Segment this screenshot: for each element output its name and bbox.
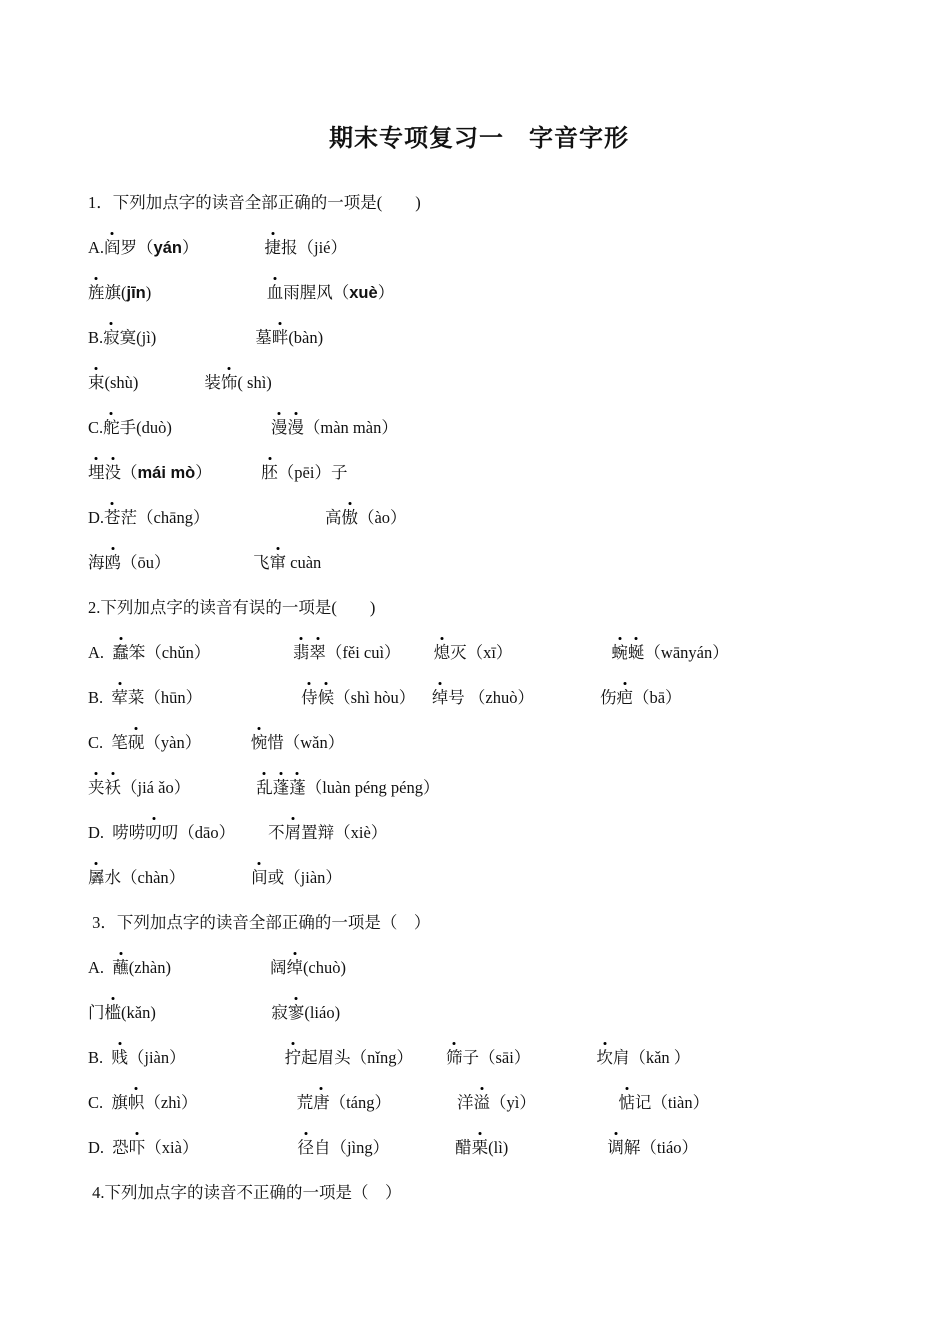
dotted-char: 夹	[88, 778, 105, 797]
dotted-char: 鸥	[104, 553, 121, 572]
dotted-char: 胚	[261, 463, 278, 482]
text-run: 罗（	[120, 238, 154, 257]
text-run: yán	[153, 239, 182, 257]
text-run: 解（tiáo）	[623, 1138, 699, 1157]
dotted-char: 束	[88, 373, 105, 392]
text-run: 旗(	[104, 283, 127, 302]
dotted-char: 蓬	[272, 778, 290, 797]
text-run: (lì)	[488, 1138, 509, 1157]
dotted-char: 血	[266, 283, 284, 302]
dotted-char: 寥	[287, 1003, 305, 1022]
text-run: B.	[88, 328, 104, 347]
dotted-char: 饰	[220, 373, 238, 392]
text-run: （ōu）	[121, 553, 171, 572]
dotted-char: 吓	[128, 1138, 146, 1157]
question-1-option-line-1	[88, 239, 870, 257]
dotted-char: 帜	[127, 1093, 145, 1112]
text-run: （	[121, 463, 138, 482]
text-run: 海	[88, 553, 105, 572]
text-run: xuè	[349, 284, 378, 302]
dotted-char: 旌	[88, 283, 105, 302]
dotted-char: 寂	[103, 328, 120, 347]
question-3-prompt: 3．下列加点字的读音全部正确的一项是（ ）	[88, 913, 431, 932]
dotted-char: 蓬	[289, 778, 306, 797]
dotted-char: 蜿	[611, 643, 628, 662]
text-run: 装	[204, 373, 221, 392]
text-run: cuàn	[286, 553, 322, 572]
text-run: （wānyán）	[644, 643, 729, 662]
dotted-char: 蠢	[112, 643, 129, 662]
dotted-char: 傲	[341, 508, 358, 527]
text-run: 号 （zhuò）	[448, 688, 534, 707]
text-run: 伤	[599, 688, 617, 707]
text-run: 寂	[271, 1003, 288, 1022]
text-run: （xià）	[145, 1138, 199, 1157]
question-1-option-line-4	[88, 374, 870, 392]
question-1-option-line-6	[88, 464, 870, 482]
dotted-char: 坎	[596, 1048, 613, 1067]
text-run: A.	[88, 958, 113, 977]
text-run: 不	[268, 823, 285, 842]
dotted-char: 砚	[127, 733, 145, 752]
dotted-char: 筛	[445, 1048, 463, 1067]
text-run: 飞	[253, 553, 270, 572]
text-run: （zhì）	[144, 1093, 198, 1112]
dotted-char: 候	[317, 688, 335, 707]
text-run: 自（jìng）	[313, 1138, 390, 1157]
text-run: 灭（xī）	[450, 643, 513, 662]
text-run: (bàn)	[288, 328, 324, 347]
text-run: 阔	[269, 958, 287, 977]
question-3-option-line-5	[88, 1139, 870, 1157]
dotted-char: 拧	[284, 1048, 302, 1067]
question-3-option-line-2	[88, 1004, 870, 1022]
question-2-prompt: 2.下列加点字的读音有误的一项是( )	[88, 598, 376, 617]
text-run: （ào）	[357, 508, 407, 527]
dotted-char: 埋	[88, 463, 105, 482]
question-2-option-line-5	[88, 824, 870, 842]
text-run: D.	[88, 508, 105, 527]
text-run: （yì）	[489, 1093, 536, 1112]
text-run: 子（sāi）	[462, 1048, 531, 1067]
text-run: （jiá ǎo）	[121, 778, 191, 797]
text-run: 菜（hūn）	[127, 688, 203, 707]
page-title: 期末专项复习一 字音字形	[329, 126, 629, 152]
text-run: (shù)	[104, 373, 139, 392]
dotted-char: 叨	[145, 823, 162, 842]
text-run: ）	[195, 463, 212, 482]
dotted-char: 漫	[270, 418, 288, 437]
question-2-option-line-4	[88, 779, 870, 797]
text-run: 起眉头（nǐng）	[301, 1048, 413, 1067]
text-run: 雨腥风（	[283, 283, 350, 302]
text-run: 恐	[112, 1138, 129, 1157]
dotted-char: 惦	[618, 1093, 635, 1112]
question-1-option-line-5	[88, 419, 870, 437]
text-run: B.	[88, 1048, 112, 1067]
text-run: C.	[88, 418, 104, 437]
text-run: （jiàn）	[127, 1048, 186, 1067]
dotted-char: 调	[607, 1138, 624, 1157]
text-run: 洋	[456, 1093, 474, 1112]
text-run: D.	[88, 823, 113, 842]
question-1-option-line-8	[88, 554, 870, 572]
question-2-option-line-6	[88, 869, 870, 887]
text-run: A.	[88, 643, 113, 662]
text-run: 置辩（xiè）	[301, 823, 388, 842]
text-run: 高	[324, 508, 342, 527]
dotted-char: 畔	[271, 328, 289, 347]
dotted-char: 贱	[111, 1048, 128, 1067]
dotted-char: 槛	[104, 1003, 121, 1022]
dotted-char: 唐	[313, 1093, 330, 1112]
questions-container	[88, 194, 870, 1202]
text-run: 或（jiàn）	[267, 868, 342, 887]
question-2-option-line-3	[88, 734, 870, 752]
dotted-char: 翡	[292, 643, 310, 662]
text-run: （yàn）	[144, 733, 202, 752]
question-3-option-line-4	[88, 1094, 870, 1112]
text-run: C.	[88, 1093, 112, 1112]
dotted-char: 屑	[284, 823, 302, 842]
text-run: 寞(jì)	[119, 328, 157, 347]
text-run: (kǎn)	[121, 1003, 156, 1022]
question-1-option-line-7	[88, 509, 870, 527]
dotted-char: 乱	[256, 778, 273, 797]
text-run: （bā）	[632, 688, 682, 707]
dotted-char: 捷	[264, 238, 281, 257]
dotted-char: 阎	[104, 238, 121, 257]
dotted-char: 绰	[431, 688, 449, 707]
dotted-char: 熄	[433, 643, 451, 662]
text-run: B.	[88, 688, 112, 707]
dotted-char: 荤	[111, 688, 128, 707]
text-run: 手(duò)	[119, 418, 172, 437]
dotted-char: 疤	[616, 688, 633, 707]
text-run: 叨（dāo）	[161, 823, 236, 842]
dotted-char: 没	[104, 463, 121, 482]
dotted-char: 羼	[88, 868, 105, 887]
text-run: 醋	[455, 1138, 472, 1157]
text-run: 唠唠	[112, 823, 146, 842]
text-run: （pēi）子	[277, 463, 348, 482]
question-3-option-line-3	[88, 1049, 870, 1067]
text-run: 笨（chǔn）	[128, 643, 211, 662]
text-run: （luàn péng péng）	[305, 778, 440, 797]
question-3-option-line-1	[88, 959, 870, 977]
text-run: 报（jié）	[280, 238, 347, 257]
text-run: ）	[181, 238, 199, 257]
text-run: jīn	[126, 284, 146, 302]
text-run: 墓	[255, 328, 272, 347]
dotted-char: 绰	[286, 958, 303, 977]
text-run: 惜（wǎn）	[267, 733, 345, 752]
text-run: A.	[88, 238, 105, 257]
text-run: 记（tiàn）	[634, 1093, 710, 1112]
dotted-char: 漫	[287, 418, 304, 437]
text-run: (zhàn)	[128, 958, 171, 977]
text-run: 门	[88, 1003, 105, 1022]
text-run: C.	[88, 733, 112, 752]
dotted-char: 间	[251, 868, 268, 887]
text-run: 旗	[111, 1093, 128, 1112]
dotted-char: 溢	[473, 1093, 490, 1112]
text-run: 水（chàn）	[104, 868, 186, 887]
question-1-prompt: 1．下列加点字的读音全部正确的一项是( )	[88, 193, 421, 212]
question-4-prompt: 4.下列加点字的读音不正确的一项是（ ）	[88, 1183, 402, 1202]
text-run: ( shì)	[237, 373, 272, 392]
dotted-char: 袄	[104, 778, 121, 797]
dotted-char: 翠	[309, 643, 326, 662]
text-run: 肩（kǎn ）	[612, 1048, 691, 1067]
text-run: mái mò	[137, 464, 196, 482]
text-run: (liáo)	[304, 1003, 341, 1022]
dotted-char: 惋	[250, 733, 268, 752]
text-run: ）	[377, 283, 395, 302]
dotted-char: 蘸	[112, 958, 129, 977]
dotted-char: 蜒	[627, 643, 645, 662]
dotted-char: 栗	[471, 1138, 489, 1157]
text-run: （màn màn）	[303, 418, 398, 437]
text-run: （shì hòu）	[334, 688, 416, 707]
dotted-char: 舵	[103, 418, 120, 437]
text-run: 茫（chāng）	[120, 508, 210, 527]
text-run: (chuò)	[302, 958, 347, 977]
text-run: （fěi cuì）	[325, 643, 401, 662]
dotted-char: 侍	[301, 688, 318, 707]
text-run: （táng）	[329, 1093, 391, 1112]
dotted-char: 窜	[269, 553, 286, 572]
dotted-char: 苍	[104, 508, 121, 527]
question-1-option-line-2	[88, 284, 870, 302]
question-1-option-line-3	[88, 329, 870, 347]
text-run: 荒	[296, 1093, 314, 1112]
dotted-char: 径	[297, 1138, 314, 1157]
text-run: )	[145, 283, 152, 302]
text-run: 笔	[111, 733, 128, 752]
question-2-option-line-1	[88, 644, 870, 662]
question-2-option-line-2	[88, 689, 870, 707]
text-run: D.	[88, 1138, 113, 1157]
